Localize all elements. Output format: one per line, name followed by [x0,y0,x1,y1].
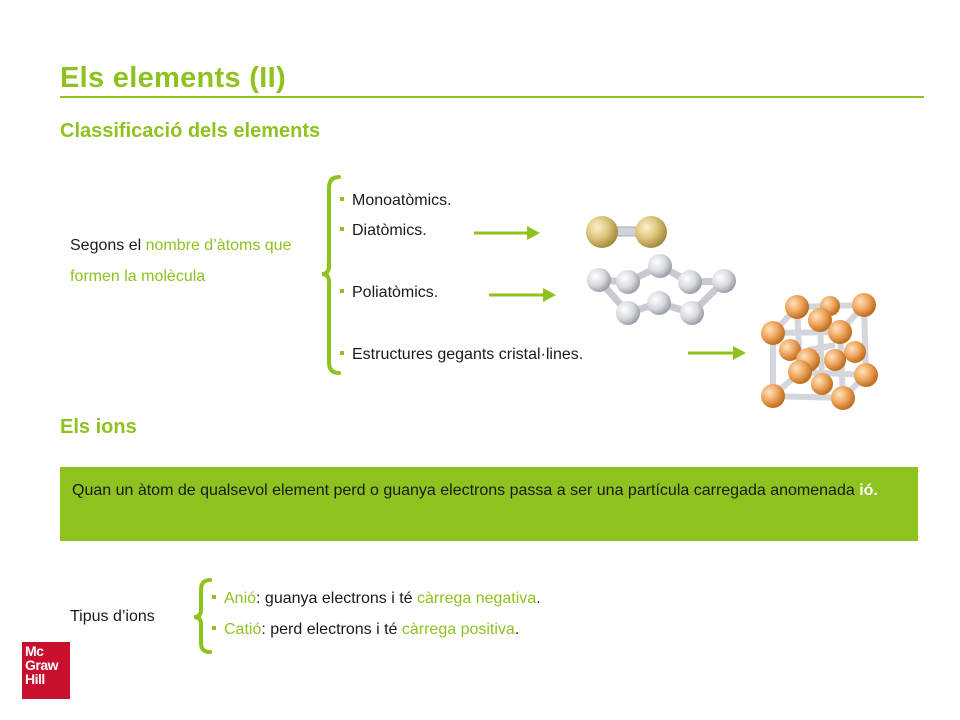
diatomic-molecule-icon [586,216,667,248]
ions-heading: Els ions [60,416,137,438]
anion-end: . [536,590,541,607]
cation-name: Catió [224,621,262,638]
page-title: Els elements (II) [60,62,286,94]
logo-line-2: Graw [25,657,59,673]
classification-heading: Classificació dels elements [60,120,321,142]
cation-desc: : perd electrons i té [261,621,402,638]
crystal-lattice-icon [761,293,878,410]
ion-definition-text: Quan un àtom de qualsevol element perd o guanya electrons passa a ser una partícula carregada anomenada [72,482,860,499]
item-label: Diatòmics. [352,222,427,239]
ion-term: ió. [859,482,878,499]
cation-charge: càrrega positiva [401,621,515,638]
cation-end: . [514,621,520,638]
logo-line-3: Hill [25,671,45,687]
ion-types-label: Tipus d’ions [70,608,155,625]
item-label: Monoatòmics. [352,192,452,209]
criteria-highlight: nombre d’àtoms que formen la molècula [70,237,292,285]
bracket-icon [322,177,339,373]
anion-desc: : guanya electrons i té [256,590,418,607]
logo-line-1: Mc [25,643,44,659]
arrow-right-icon [489,288,556,302]
arrow-right-icon [688,346,746,360]
item-label: Poliatòmics. [352,284,439,301]
bracket-icon [194,580,210,652]
item-label: Estructures gegants cristal·lines. [352,346,584,363]
criteria-prefix: Segons el [70,237,146,254]
anion-charge: càrrega negativa [417,590,537,607]
arrow-right-icon [474,226,540,240]
anion-name: Anió [224,590,257,607]
